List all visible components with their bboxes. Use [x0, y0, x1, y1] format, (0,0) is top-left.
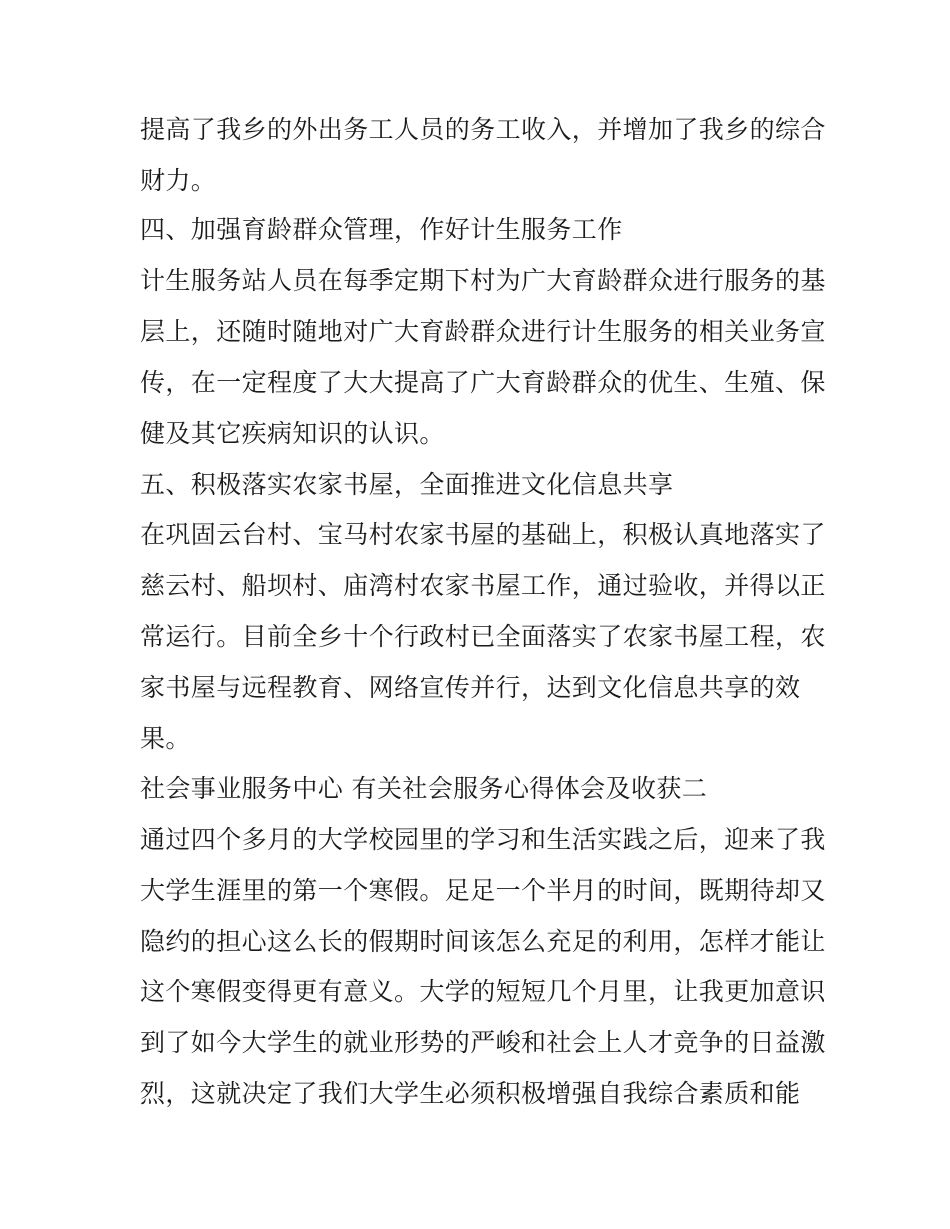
text-line: 财力。 — [140, 166, 217, 195]
section-heading: 社会事业服务中心 有关社会服务心得体会及收获二 — [140, 774, 708, 803]
section-heading: 四、加强育龄群众管理，作好计生服务工作 — [140, 215, 623, 244]
text-line: 这个寒假变得更有意义。大学的短短几个月里，让我更加意识 — [140, 977, 826, 1006]
text-line: 常运行。目前全乡十个行政村已全面落实了农家书屋工程，农 — [140, 622, 826, 651]
text-line: 提高了我乡的外出务工人员的务工收入，并增加了我乡的综合 — [140, 115, 826, 144]
text-line: 层上，还随时随地对广大育龄群众进行计生服务的相关业务宣 — [140, 317, 826, 346]
text-line: 计生服务站人员在每季定期下村为广大育龄群众进行服务的基 — [140, 266, 826, 295]
text-line: 大学生涯里的第一个寒假。足足一个半月的时间，既期待却又 — [140, 876, 826, 905]
text-line: 家书屋与远程教育、网络宣传并行，达到文化信息共享的效 — [140, 673, 801, 702]
text-line: 健及其它疾病知识的认识。 — [140, 419, 445, 448]
text-line: 烈，这就决定了我们大学生必须积极增强自我综合素质和能 — [140, 1079, 801, 1108]
text-line: 慈云村、船坝村、庙湾村农家书屋工作，通过验收，并得以正 — [140, 571, 826, 600]
text-line: 隐约的担心这么长的假期时间该怎么充足的利用，怎样才能让 — [140, 927, 826, 956]
section-heading: 五、积极落实农家书屋，全面推进文化信息共享 — [140, 470, 674, 499]
text-line: 通过四个多月的大学校园里的学习和生活实践之后，迎来了我 — [140, 825, 826, 854]
text-line: 果。 — [140, 724, 191, 753]
text-line: 在巩固云台村、宝马村农家书屋的基础上，积极认真地落实了 — [140, 520, 826, 549]
text-line: 传，在一定程度了大大提高了广大育龄群众的优生、生殖、保 — [140, 368, 826, 397]
text-line: 到了如今大学生的就业形势的严峻和社会上人才竞争的日益激 — [140, 1028, 826, 1057]
